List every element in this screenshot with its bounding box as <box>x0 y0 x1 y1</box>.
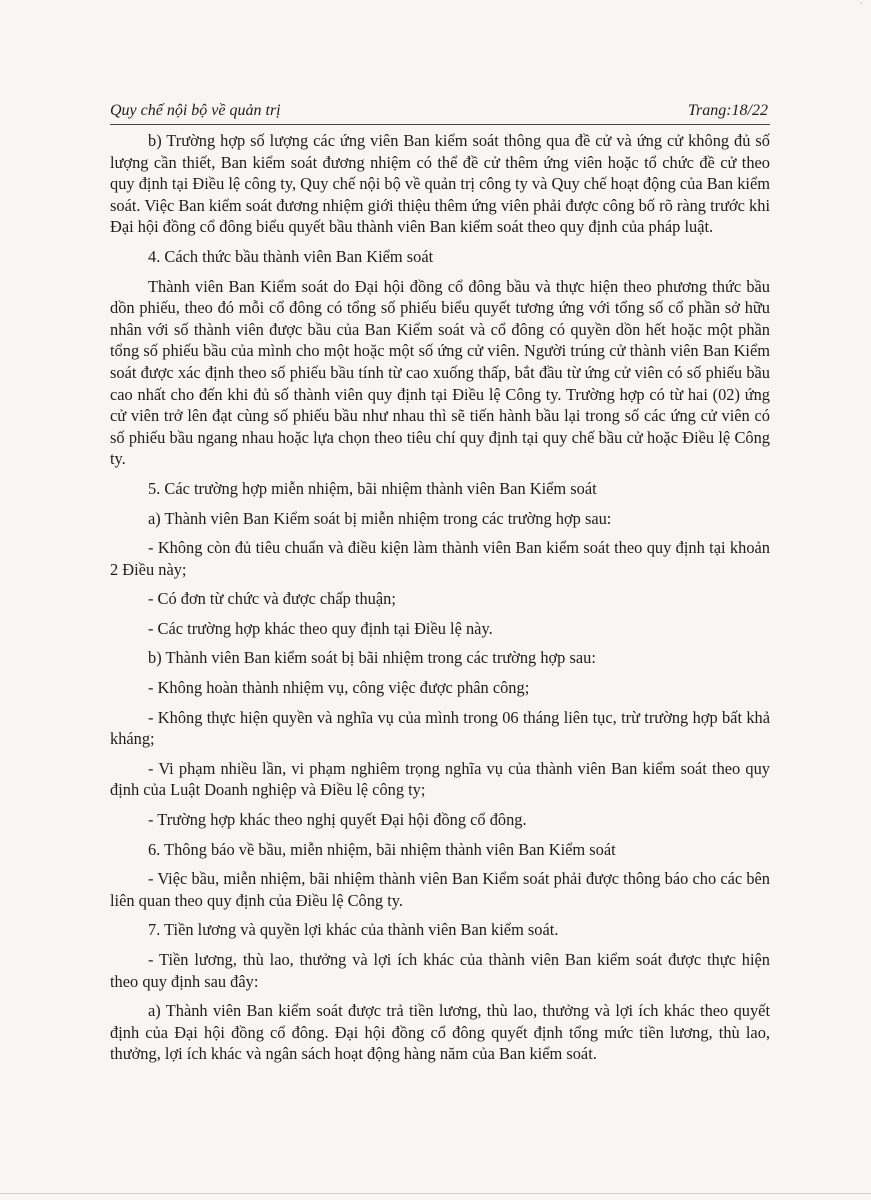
paragraph: b) Trường hợp số lượng các ứng viên Ban kiểm soát thông qua đề cử và ứng cử không đủ số lượng cần thiết, Ban kiểm soát đương nhiệm có thể đề cử thêm ứng viên hoặc tổ chức đề cử theo quy định tại Điều lệ công ty, Quy chế nội bộ về quản trị công ty và Quy chế hoạt động của Ban kiểm soát. Việc Ban kiểm soát đương nhiệm giới thiệu thêm ứng viên phải được công bố rõ ràng trước khi Đại hội đồng cổ đông biểu quyết bầu thành viên Ban kiểm soát theo quy định của pháp luật. <box>110 131 770 237</box>
list-item: - Trường hợp khác theo nghị quyết Đại hội đồng cổ đông. <box>148 810 527 830</box>
list-item: - Việc bầu, miễn nhiệm, bãi nhiệm thành viên Ban Kiểm soát phải được thông báo cho các bên liên quan theo quy định của Điều lệ Công ty. <box>110 869 770 910</box>
paragraph: Thành viên Ban Kiểm soát do Đại hội đồng cổ đông bầu và thực hiện theo phương thức bầu dồn phiếu, theo đó mỗi cổ đông có tổng số phiếu biểu quyết tương ứng với tổng số cổ phần sở hữu nhân với số thành viên được bầu của Ban Kiểm soát và cổ đông có quyền dồn hết hoặc một phần tổng số phiếu bầu của mình cho một hoặc một số ứng cử viên. Người trúng cử thành viên Ban Kiểm soát được xác định theo số phiếu bầu tính từ cao xuống thấp, bắt đầu từ ứng cử viên có số phiếu bầu cao nhất cho đến khi đủ số thành viên quy định tại Điều lệ Công ty. Trường hợp có từ hai (02) ứng cử viên trở lên đạt cùng số phiếu bầu như nhau thì sẽ tiến hành bầu lại trong số các ứng cử viên có số phiếu bầu ngang nhau hoặc lựa chọn theo tiêu chí quy định tại quy chế bầu cử hoặc Điều lệ Công ty. <box>110 276 770 469</box>
list-item: - Có đơn từ chức và được chấp thuận; <box>148 589 396 609</box>
paragraph: b) Thành viên Ban kiểm soát bị bãi nhiệm trong các trường hợp sau: <box>148 648 596 668</box>
list-item: - Không hoàn thành nhiệm vụ, công việc được phân công; <box>148 678 530 698</box>
page-number: Trang:18/22 <box>687 102 768 119</box>
scan-edge <box>0 1193 871 1194</box>
section-heading: 6. Thông báo về bầu, miễn nhiệm, bãi nhiệm thành viên Ban Kiểm soát <box>148 839 616 859</box>
list-item: - Không còn đủ tiêu chuẩn và điều kiện làm thành viên Ban kiểm soát theo quy định tại khoản 2 Điều này; <box>110 538 770 579</box>
list-item: - Các trường hợp khác theo quy định tại Điều lệ này. <box>148 618 493 638</box>
page-header <box>110 100 770 125</box>
section-heading: 5. Các trường hợp miễn nhiệm, bãi nhiệm thành viên Ban Kiểm soát <box>148 478 597 498</box>
section-heading: 4. Cách thức bầu thành viên Ban Kiểm soát <box>148 246 434 266</box>
section-heading: 7. Tiền lương và quyền lợi khác của thành viên Ban kiểm soát. <box>148 920 559 940</box>
document-body <box>110 130 770 1073</box>
paragraph: a) Thành viên Ban Kiểm soát bị miễn nhiệm trong các trường hợp sau: <box>148 508 612 528</box>
scan-mark: ` <box>859 2 863 13</box>
list-item: - Tiền lương, thù lao, thưởng và lợi ích khác của thành viên Ban kiểm soát được thực hiện theo quy định sau đây: <box>110 950 770 991</box>
document-title: Quy chế nội bộ về quản trị <box>110 102 281 119</box>
list-item: - Không thực hiện quyền và nghĩa vụ của mình trong 06 tháng liên tục, trừ trường hợp bất khả kháng; <box>110 707 770 749</box>
paragraph: a) Thành viên Ban kiểm soát được trả tiền lương, thù lao, thưởng và lợi ích khác theo quyết định của Đại hội đồng cổ đông. Đại hội đồng cổ đông quyết định tổng mức tiền lương, thù lao, thưởng, lợi ích khác và ngân sách hoạt động hàng năm của Ban kiểm soát. <box>110 1001 770 1064</box>
list-item: - Vi phạm nhiều lần, vi phạm nghiêm trọng nghĩa vụ của thành viên Ban kiểm soát theo quy định của Luật Doanh nghiệp và Điều lệ công ty; <box>110 758 770 800</box>
